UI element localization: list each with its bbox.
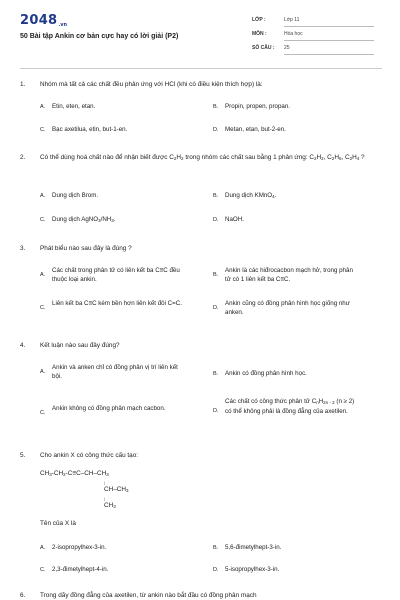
q5-name-prompt: Tên của X là [40,520,76,527]
document-title: 50 Bài tập Ankin cơ bản cực hay có lời giải (P2) [20,33,179,40]
header-divider [20,68,382,69]
site-logo[interactable]: 2048.vn [20,13,68,28]
document-header: 2048.vn 50 Bài tập Ankin cơ bản cực hay có lời giải (P2) LỚP : Lớp 11 MÔN : Hóa học SỐ CÂU : 25 [0,0,400,70]
